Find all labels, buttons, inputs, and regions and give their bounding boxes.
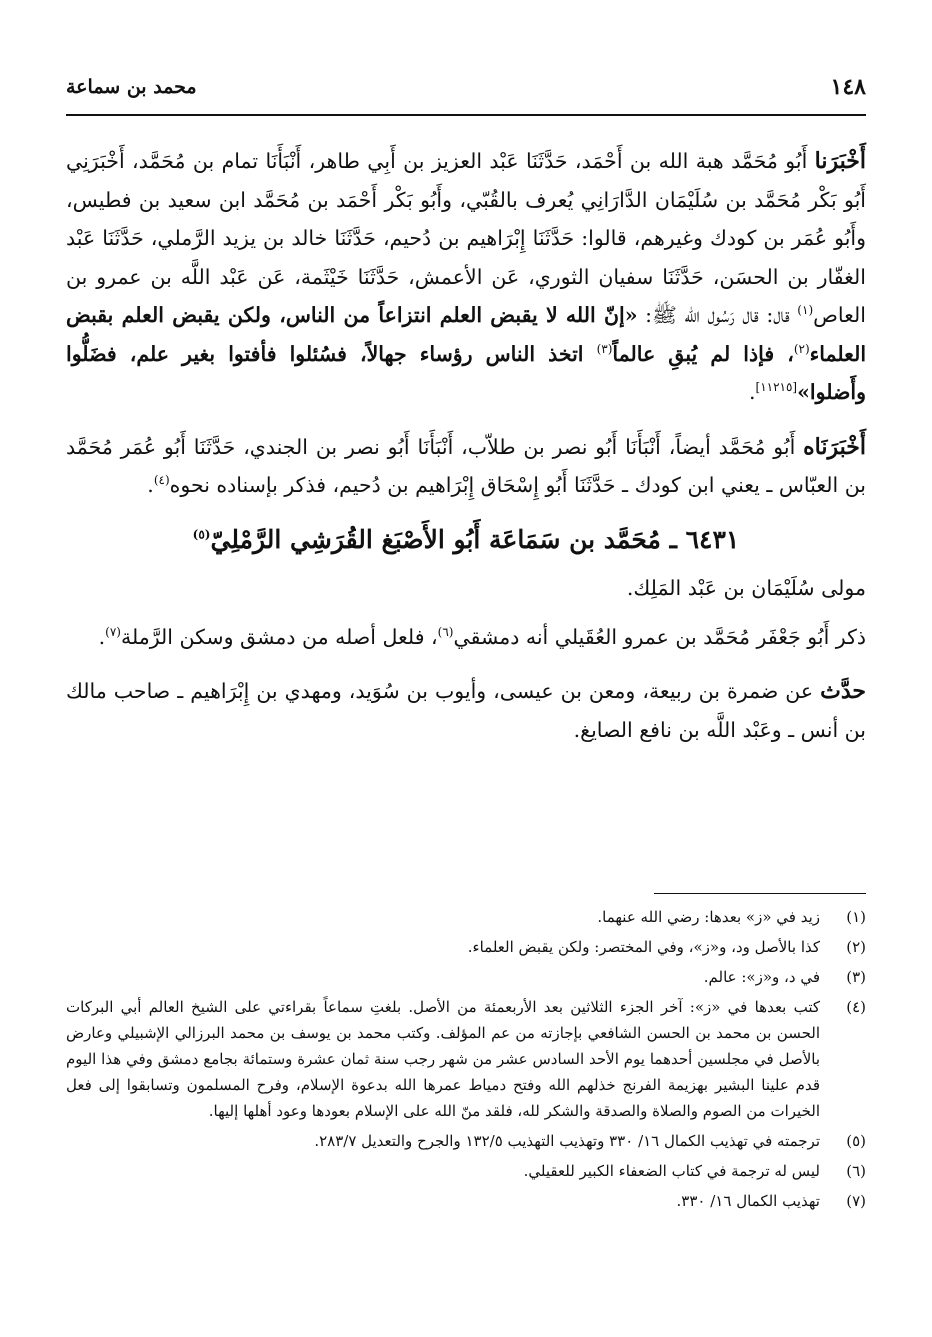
paragraph-end: . bbox=[98, 624, 106, 649]
footnote-text: في د، و«ز»: عالم. bbox=[703, 968, 820, 986]
footnote-number: (٧) bbox=[846, 1192, 866, 1210]
isnad-text: أَبُو مُحَمَّد هبة الله بن أَحْمَد، حَدَّثَنَا عَبْد العزيز بن أَبِي طاهر، أَنْبَأَنَا تمام بن مُحَمَّد، أَخْبَرَنِي أَبُو بَكْر مُحَمَّد بن سُلَيْمَان الدَّارَانِي يُعرف بالقُبّي، وأَبُو بَكْر أَحْمَد بن مُحَمَّد ابن سعيد بن فطيس، وأَبُو عُمَر بن كودك وغيرهم، قالوا: حَدَّثَنَا إِبْرَاهيم بن دُحيم، حَدَّثَنَا خالد بن يزيد الرَّملي، حَدَّثَنَا عَبْد الغفّار بن الحسَن، حَدَّثَنَا سفيان الثوري، عَن الأعمش، حَدَّثَنَا خَيْثَمة، عَن عَبْد اللَّه بن عمرو بن العاص bbox=[66, 149, 866, 327]
hadith-reference-number: [١١٢١٥] bbox=[755, 380, 798, 395]
footnotes-section bbox=[66, 904, 866, 1218]
origin-text-end: ، فلعل أصله من دمشق وسكن الرَّملة bbox=[120, 624, 438, 649]
footnote-text: زيد في «ز» بعدها: رضي الله عنهما. bbox=[597, 908, 820, 926]
footnote-1 bbox=[66, 904, 866, 930]
footnote-divider bbox=[654, 893, 866, 894]
footnote-number: (٦) bbox=[846, 1162, 866, 1180]
running-title: محمد بن سماعة bbox=[66, 76, 197, 98]
main-text bbox=[66, 142, 866, 765]
footnote-text: كتب بعدها في «ز»: آخر الجزء الثلاثين بعد الأربعمئة من الأصل. بلغتِ سماعاً بقراءتي على الشيخ العالم أبي البركات الحسن بن محمد بن الحسن الشافعي بإجازته من عم المؤلف. وكتب محمد بن يوسف بن محمد البرزالي الإشبيلي وعارض بالأصل في مجلسين أحدهما يوم الأحد السادس عشر من شهر رجب سنة ثمان عشرة وستمائة بجامع دمشق وفي هذا اليوم قدم علينا البشير بهزيمة الفرنج خذلهم الله وفتح دمياط عمرها الله بدعوة الإسلام، وفرح المسلمون وتسابقوا إلى فعل الخيرات من الصوم والصلاة والصدقة والشكر لله، فلقد منّ الله على الإسلام بعودها وعود أهلها إليها. bbox=[66, 998, 820, 1120]
footnote-ref-3[interactable]: (٣) bbox=[596, 341, 613, 356]
isnad-text-end: قال: قال رَسُول الله ﷺ: bbox=[637, 303, 798, 327]
footnote-ref-1[interactable]: (١) bbox=[797, 303, 814, 318]
keyword-akhbarana: أَخْبَرَنا bbox=[814, 148, 866, 174]
footnote-number: (٣) bbox=[846, 968, 866, 986]
footnote-ref-2[interactable]: (٢) bbox=[793, 341, 810, 356]
footnote-3 bbox=[66, 964, 866, 990]
keyword-akhbaranah: أَخْبَرَنَاه bbox=[803, 433, 866, 460]
paragraph-end: . bbox=[748, 380, 756, 404]
footnote-ref-7[interactable]: (٧) bbox=[105, 624, 121, 639]
paragraph-5 bbox=[66, 672, 866, 749]
isnad-text: أَبُو مُحَمَّد أيضاً، أَنْبَأَنَا أَبُو نصر بن طلاّب، أَنْبَأَنَا أَبُو نصر بن الجندي، حَدَّثَنَا أَبُو عُمَر مُحَمَّد بن العبّاس ـ يعني ابن كودك ـ حَدَّثَنَا أَبُو إِسْحَاق إِبْرَاهيم بن دُحيم، فذكر بإسناده نحوه bbox=[66, 434, 866, 497]
footnote-text: ليس له ترجمة في كتاب الضعفاء الكبير للعقيلي. bbox=[523, 1162, 820, 1180]
paragraph-1 bbox=[66, 142, 866, 412]
footnote-text: تهذيب الكمال ١٦/ ٣٣٠. bbox=[676, 1192, 820, 1210]
footnote-2 bbox=[66, 934, 866, 960]
footnote-ref-4[interactable]: (٤) bbox=[153, 473, 170, 488]
entry-title: ٦٤٣١ ـ مُحَمَّد بن سَمَاعَة أَبُو الأَصْبَغ القُرَشِي الرَّمْلِيّ bbox=[210, 524, 740, 554]
paragraph-4 bbox=[66, 618, 866, 657]
footnote-text: كذا بالأصل ود، و«ز»، وفي المختصر: ولكن يقبض العلماء. bbox=[467, 938, 820, 956]
footnote-number: (١) bbox=[846, 908, 866, 926]
biography-entry-heading bbox=[66, 521, 866, 560]
paragraph-end: . bbox=[147, 473, 154, 497]
narrators-text: عن ضمرة بن ربيعة، ومعن بن عيسى، وأيوب بن سُوَيد، ومهدي بن إِبْرَاهيم ـ صاحب مالك بن أنس ـ وعَبْد اللَّه بن نافع الصايغ. bbox=[66, 679, 866, 742]
page-header bbox=[66, 74, 866, 116]
hadith-text-3: اتخذ الناس رؤساء جهالاً، فسُئلوا فأفتوا بغير علم، فضَلُّوا وأَضلوا» bbox=[66, 341, 866, 404]
paragraph-3 bbox=[66, 569, 866, 608]
footnote-number: (٥) bbox=[846, 1132, 866, 1150]
paragraph-2 bbox=[66, 428, 866, 505]
page-number: ١٤٨ bbox=[830, 74, 866, 100]
origin-text: ذكر أَبُو جَعْفَر مُحَمَّد بن عمرو العُقَيلي أنه دمشقي bbox=[453, 624, 866, 649]
footnote-6 bbox=[66, 1158, 866, 1184]
keyword-haddatha: حدَّث bbox=[820, 678, 866, 704]
footnote-ref-5[interactable]: (٥) bbox=[192, 527, 211, 542]
footnote-text: ترجمته في تهذيب الكمال ١٦/ ٣٣٠ وتهذيب التهذيب ١٣٢/٥ والجرح والتعديل ٢٨٣/٧. bbox=[314, 1132, 820, 1150]
footnote-4 bbox=[66, 994, 866, 1124]
footnote-number: (٤) bbox=[846, 998, 866, 1016]
footnote-5 bbox=[66, 1128, 866, 1154]
footnote-7 bbox=[66, 1188, 866, 1214]
footnote-number: (٢) bbox=[846, 938, 866, 956]
hadith-text-2: ، فإذا لم يُبقِ عالماً bbox=[612, 341, 794, 366]
mawla-text: مولى سُلَيْمَان بن عَبْد المَلِك. bbox=[626, 576, 866, 600]
hadith-text-1: «إنّ الله لا يقبض العلم انتزاعاً من الناس، ولكن يقبض العلم بقبض العلماء bbox=[66, 303, 867, 366]
footnote-ref-6[interactable]: (٦) bbox=[437, 624, 454, 639]
